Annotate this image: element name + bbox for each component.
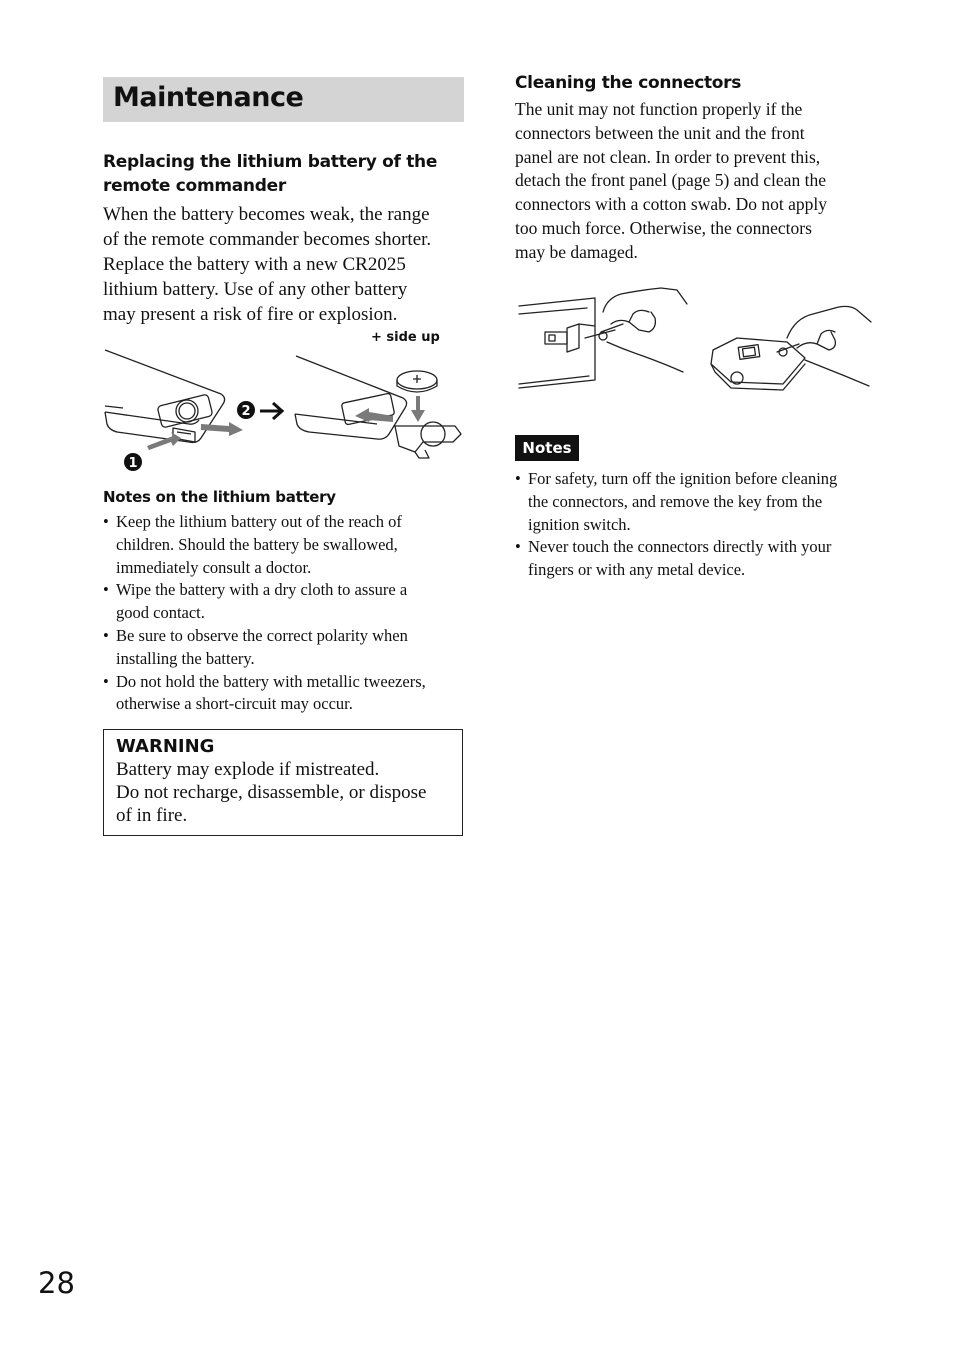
list-item — [515, 536, 875, 582]
list-item — [515, 468, 875, 536]
body-line: lithium battery. Use of any other battery — [103, 279, 408, 300]
note-line: • Do not hold the battery with metallic tweezers, — [116, 671, 426, 691]
connector-cleaning-illustration — [515, 268, 875, 398]
warning-line: of in fire. — [116, 805, 188, 826]
step-2-label: 2 — [241, 404, 251, 419]
note-line: good contact. — [116, 603, 205, 623]
note-line: • Wipe the battery with a dry cloth to assure a — [116, 580, 408, 600]
body-line: may be damaged. — [515, 241, 638, 262]
battery-notes-heading: Notes on the lithium battery — [103, 488, 336, 506]
body-line: detach the front panel (page 5) and clean the — [515, 170, 826, 191]
list-item — [103, 671, 465, 717]
body-line: connectors between the unit and the front — [515, 122, 805, 143]
body-line: The unit may not function properly if the — [515, 99, 803, 119]
battery-heading-line: remote commander — [103, 176, 286, 196]
body-line: Replace the battery with a new CR2025 — [103, 254, 406, 275]
note-line: installing the battery. — [116, 648, 255, 668]
battery-replacement-illustration — [103, 328, 465, 476]
warning-box — [103, 729, 463, 836]
note-line: fingers or with any metal device. — [528, 560, 746, 580]
body-line: When the battery becomes weak, the range — [103, 204, 430, 225]
note-line: • For safety, turn off the ignition before cleaning — [528, 469, 838, 488]
page-number: 28 — [38, 1266, 75, 1300]
battery-heading — [103, 150, 463, 198]
arrow-right-icon — [260, 403, 282, 419]
body-line: connectors with a cotton swab. Do not apply — [515, 194, 828, 215]
battery-notes-list — [103, 511, 465, 716]
note-line: the connectors, and remove the key from the — [528, 491, 823, 511]
list-item — [103, 579, 465, 625]
notes-label: Notes — [515, 435, 579, 461]
warning-text — [116, 758, 456, 827]
list-item — [103, 511, 465, 579]
list-item — [103, 625, 465, 671]
cleaning-notes-list — [515, 468, 875, 582]
note-line: • Never touch the connectors directly with your — [528, 537, 832, 557]
cleaning-instructions — [515, 98, 875, 265]
body-line: may present a risk of fire or explosion. — [103, 304, 398, 325]
side-up-label: + side up — [371, 330, 440, 345]
body-line: too much force. Otherwise, the connectors — [515, 217, 812, 238]
note-line: • Keep the lithium battery out of the reach of — [116, 512, 402, 531]
section-title: Maintenance — [113, 82, 304, 113]
step-1-label: 1 — [128, 456, 138, 471]
warning-line: Battery may explode if mistreated. — [116, 759, 380, 780]
note-line: otherwise a short-circuit may occur. — [116, 694, 353, 714]
body-line: of the remote commander becomes shorter. — [103, 229, 432, 250]
note-line: • Be sure to observe the correct polarity when — [116, 625, 408, 645]
note-line: ignition switch. — [528, 514, 631, 534]
note-line: immediately consult a doctor. — [116, 557, 312, 577]
warning-line: Do not recharge, disassemble, or dispose — [116, 782, 427, 803]
cleaning-heading: Cleaning the connectors — [515, 73, 742, 93]
note-line: children. Should the battery be swallowed, — [116, 534, 398, 554]
body-line: panel are not clean. In order to prevent this, — [515, 146, 821, 167]
warning-title: WARNING — [116, 736, 215, 757]
battery-instructions — [103, 202, 465, 327]
battery-heading-line: Replacing the lithium battery of the — [103, 152, 438, 172]
